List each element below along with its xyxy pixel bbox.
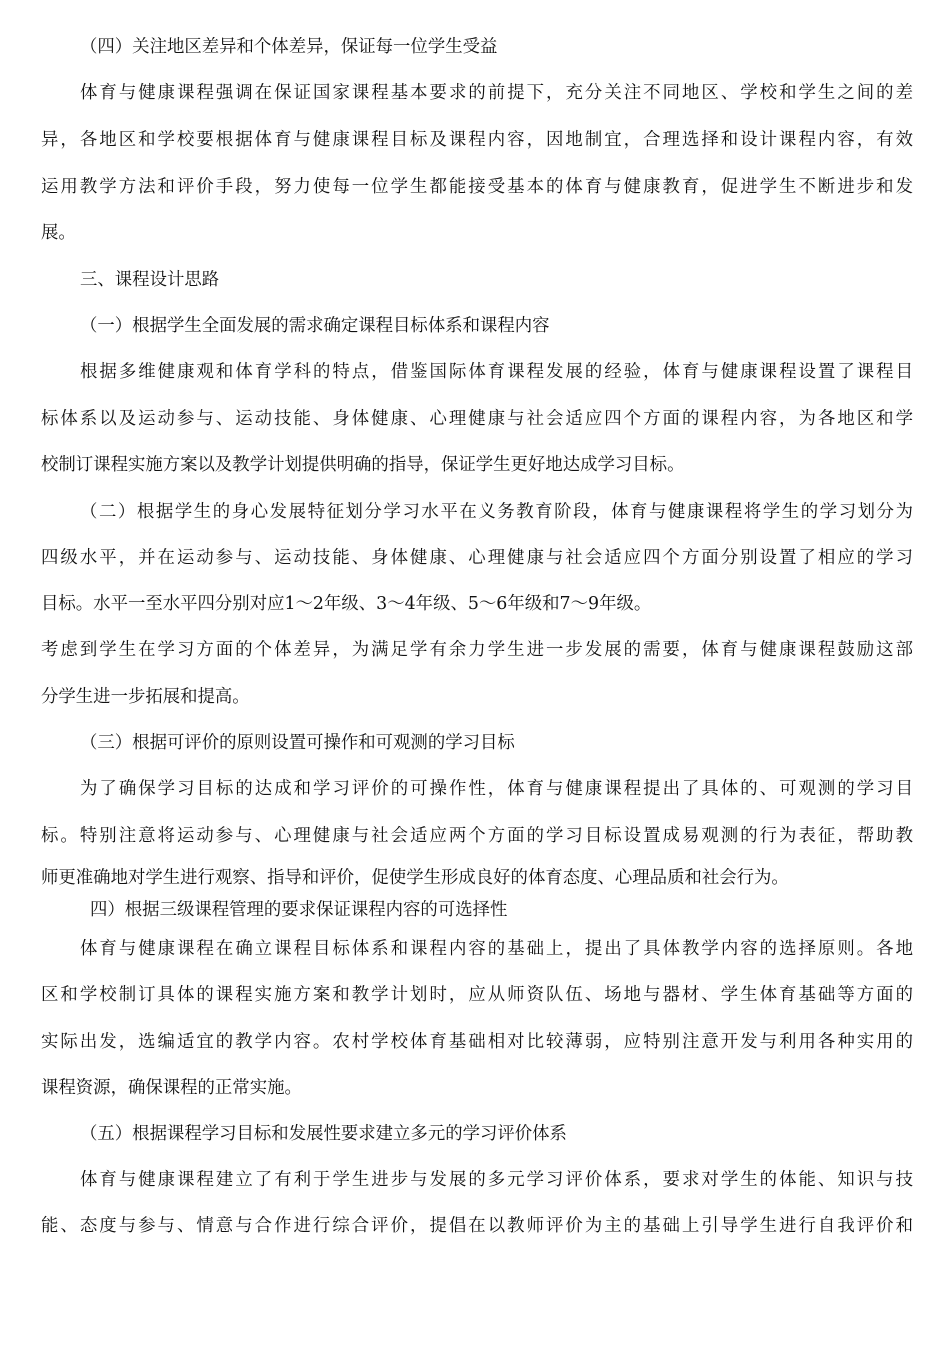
paragraph-line: 能、态度与参与、情意与合作进行综合评价，提倡在以教师评价为主的基础上引导学生进行自我评价和 (41, 1216, 913, 1236)
paragraph-line: 目标。水平一至水平四分别对应1～2年级、3～4年级、5～6年级和7～9年级。 (41, 594, 652, 614)
paragraph-line: 标体系以及运动参与、运动技能、身体健康、心理健康与社会适应四个方面的课程内容，为各地区和学 (41, 409, 913, 429)
paragraph-line: 异，各地区和学校要根据体育与健康课程目标及课程内容，因地制宜，合理选择和设计课程内容，有效 (41, 130, 913, 150)
paragraph-line: 考虑到学生在学习方面的个体差异，为满足学有余力学生进一步发展的需要，体育与健康课程鼓励这部 (41, 640, 913, 660)
section-heading-4: （四）关注地区差异和个体差异，保证每一位学生受益 (80, 37, 498, 57)
section-heading-3: （三）根据可评价的原则设置可操作和可观测的学习目标 (80, 733, 515, 753)
paragraph-line: 师更准确地对学生进行观察、指导和评价，促使学生形成良好的体育态度、心理品质和社会行为。 (41, 868, 789, 888)
paragraph-line: 体育与健康课程建立了有利于学生进步与发展的多元学习评价体系，要求对学生的体能、知识与技 (80, 1170, 913, 1190)
section-heading-1: （一）根据学生全面发展的需求确定课程目标体系和课程内容 (80, 316, 550, 336)
section-heading-2: （二）根据学生的身心发展特征划分学习水平在义务教育阶段，体育与健康课程将学生的学习划分为 (80, 502, 913, 522)
paragraph-line: 体育与健康课程在确立课程目标体系和课程内容的基础上，提出了具体教学内容的选择原则。各地 (80, 939, 913, 959)
paragraph-line: 校制订课程实施方案以及教学计划提供明确的指导，保证学生更好地达成学习目标。 (41, 455, 685, 475)
paragraph-line: 四级水平，并在运动参与、运动技能、身体健康、心理健康与社会适应四个方面分别设置了相应的学习 (41, 548, 913, 568)
chapter-heading: 三、课程设计思路 (80, 270, 220, 290)
paragraph-line: 标。特别注意将运动参与、心理健康与社会适应两个方面的学习目标设置成易观测的行为表征，帮助教 (41, 826, 913, 846)
paragraph-line: 区和学校制订具体的课程实施方案和教学计划时，应从师资队伍、场地与器材、学生体育基础等方面的 (41, 985, 913, 1005)
section-heading-4b: 四）根据三级课程管理的要求保证课程内容的可选择性 (90, 900, 508, 920)
paragraph-line: 分学生进一步拓展和提高。 (41, 687, 250, 707)
paragraph-line: 为了确保学习目标的达成和学习评价的可操作性，体育与健康课程提出了具体的、可观测的学习目 (80, 779, 913, 799)
paragraph-line: 实际出发，选编适宜的教学内容。农村学校体育基础相对比较薄弱，应特别注意开发与利用各种实用的 (41, 1032, 913, 1052)
paragraph-line: 根据多维健康观和体育学科的特点，借鉴国际体育课程发展的经验，体育与健康课程设置了课程目 (80, 362, 913, 382)
paragraph-line: 体育与健康课程强调在保证国家课程基本要求的前提下，充分关注不同地区、学校和学生之间的差 (80, 83, 913, 103)
section-heading-5: （五）根据课程学习目标和发展性要求建立多元的学习评价体系 (80, 1124, 567, 1144)
paragraph-line: 展。 (41, 223, 76, 243)
paragraph-line: 运用教学方法和评价手段，努力使每一位学生都能接受基本的体育与健康教育，促进学生不断进步和发 (41, 177, 913, 197)
paragraph-line: 课程资源，确保课程的正常实施。 (41, 1078, 302, 1098)
